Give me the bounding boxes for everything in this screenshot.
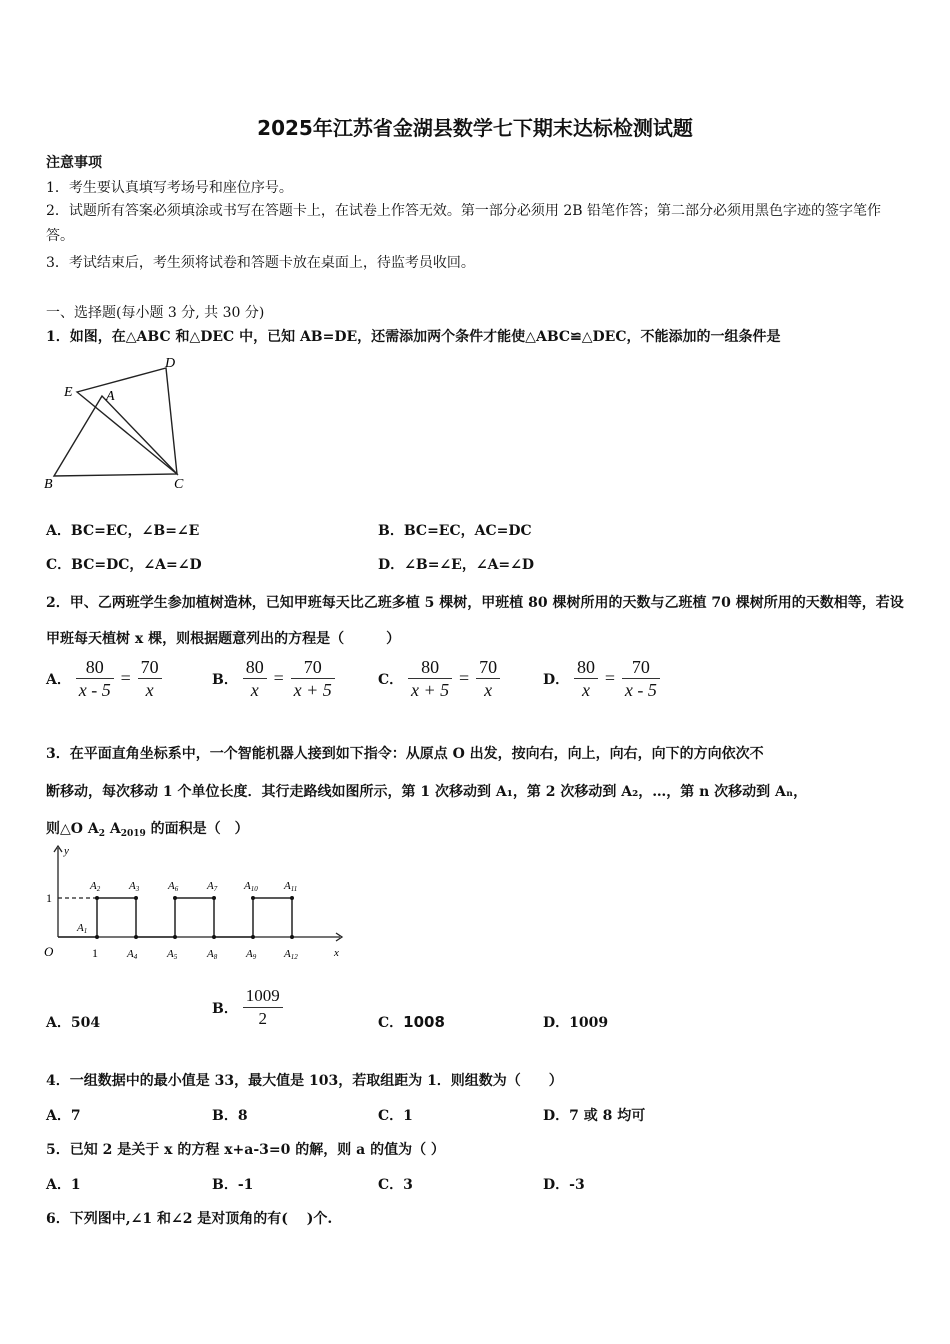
denominator: x (484, 680, 493, 700)
equals-sign: = (604, 668, 616, 688)
q5-stem: 5．已知 2 是关于 x 的方程 x+a-3=0 的解，则 a 的值为（ ） (46, 1142, 445, 1158)
page-title: 2025年江苏省金湖县数学七下期末达标检测试题 (257, 116, 693, 140)
subscript: 2019 (120, 829, 146, 839)
point-a1 (95, 935, 99, 939)
q5-option-a[interactable]: A．1 (46, 1177, 81, 1193)
q1-option-d[interactable]: D．∠B=∠E，∠A=∠D (378, 557, 535, 573)
q2-option-a[interactable] (46, 656, 162, 701)
label-a5: A5 (167, 948, 178, 961)
triangle-abc (54, 396, 177, 476)
subscript: 2 (98, 829, 105, 839)
label-a3: A3 (129, 880, 140, 893)
text: 则△O A (46, 821, 99, 837)
point-a9 (251, 935, 255, 939)
section-heading: 一、选择题(每小题 3 分, 共 30 分) (46, 305, 265, 321)
q5-option-b[interactable]: B．-1 (212, 1177, 254, 1193)
q3-option-c[interactable] (378, 1012, 445, 1032)
numerator: 80 (408, 656, 452, 679)
fraction-left (243, 656, 267, 701)
numerator: 80 (243, 656, 267, 679)
label-c: C (174, 477, 184, 492)
denominator: x (582, 680, 591, 700)
notice-item-1: 1．考生要认真填写考场号和座位序号。 (46, 180, 293, 196)
q2-option-b[interactable] (212, 656, 335, 701)
label-a12: A12 (284, 948, 298, 961)
label-a2: A2 (90, 880, 101, 893)
option-label: A． (46, 671, 71, 688)
q3-stem-line-2: 断移动，每次移动 1 个单位长度．其行走路线如图所示，第 1 次移动到 A₁，第 2 次移动到 A₂，…，第 n 次移动到 Aₙ， (46, 784, 808, 800)
q4-stem: 4．一组数据中的最小值是 33，最大值是 103，若取组距为 1．则组数为（ ） (46, 1073, 563, 1089)
point-a4 (134, 935, 138, 939)
option-label: B． (212, 671, 238, 688)
fraction (243, 985, 283, 1030)
q3-option-a[interactable]: A．504 (46, 1015, 101, 1031)
label-a7: A7 (207, 880, 218, 893)
q4-option-d[interactable]: D．7 或 8 均可 (543, 1108, 646, 1124)
q3-option-b[interactable] (212, 985, 283, 1030)
label-y: y (64, 845, 69, 857)
equals-sign: = (120, 668, 131, 688)
q3-stem-line-1: 3．在平面直角坐标系中，一个智能机器人接到如下指令：从原点 O 出发，按向右，向上，向右，向下的方向依次不 (46, 746, 764, 762)
q2-option-d[interactable] (543, 656, 660, 701)
numerator: 70 (476, 656, 500, 679)
q4-option-b[interactable]: B．8 (212, 1108, 248, 1124)
label-a4: A4 (127, 948, 138, 961)
label-e: E (64, 385, 73, 400)
label-b: B (44, 477, 53, 492)
q3-option-d[interactable]: D．1009 (543, 1015, 609, 1031)
label-x: x (334, 947, 339, 959)
fraction-left (76, 656, 114, 701)
denominator: x - 5 (624, 680, 657, 700)
q1-option-a[interactable]: A．BC=EC，∠B=∠E (46, 523, 200, 539)
label-origin: O (44, 944, 54, 959)
fraction-right (291, 656, 335, 701)
q1-option-c[interactable]: C．BC=DC，∠A=∠D (46, 557, 202, 573)
option-value: 1008 (403, 1013, 445, 1031)
label-a10: A10 (244, 880, 258, 893)
q5-option-c[interactable]: C．3 (378, 1177, 413, 1193)
tick-x-1: 1 (92, 946, 98, 960)
q2-option-c[interactable] (378, 656, 500, 701)
numerator: 80 (76, 656, 114, 679)
q5-option-d[interactable]: D．-3 (543, 1177, 585, 1193)
denominator: 2 (258, 1009, 267, 1028)
text: A (104, 821, 121, 837)
point-a7 (212, 896, 216, 900)
numerator: 80 (574, 656, 598, 679)
point-a12 (290, 935, 294, 939)
q3-stem-line-3 (46, 818, 249, 839)
fraction-left (574, 656, 598, 701)
numerator: 70 (622, 656, 660, 679)
fraction-right (622, 656, 660, 701)
point-a10 (251, 896, 255, 900)
point-a11 (290, 896, 294, 900)
label-a9: A9 (246, 948, 257, 961)
fraction-right (476, 656, 500, 701)
notice-item-2: 2．试题所有答案必须填涂或书写在答题卡上，在试卷上作答无效。第一部分必须用 2B 铅笔作答；第二部分必须用黑色字迹的签字笔作答。 (46, 203, 881, 244)
option-label: C． (378, 1015, 404, 1031)
point-a2 (95, 896, 99, 900)
fraction-right (138, 656, 162, 701)
label-a8: A8 (207, 948, 218, 961)
label-a11: A11 (284, 880, 298, 893)
label-a: A (106, 389, 115, 404)
numerator: 70 (138, 656, 162, 679)
robot-path (58, 898, 292, 937)
option-label: C． (378, 671, 404, 688)
label-a1: A1 (77, 922, 88, 935)
point-a8 (212, 935, 216, 939)
label-d: D (165, 356, 176, 371)
q6-stem: 6．下列图中,∠1 和∠2 是对顶角的有( )个. (46, 1211, 333, 1227)
q2-stem: 2．甲、乙两班学生参加植树造林，已知甲班每天比乙班多植 5 棵树，甲班植 80 棵树所用的天数与乙班植 70 棵树所用的天数相等，若设甲班每天植树 x 棵，则根据题意列出的方程是（ ） (46, 595, 904, 647)
point-a6 (173, 896, 177, 900)
tick-y-1: 1 (46, 891, 52, 905)
notice-heading: 注意事项 (46, 155, 102, 171)
option-label: B． (212, 1000, 238, 1017)
q4-option-c[interactable]: C．1 (378, 1108, 413, 1124)
denominator: x + 5 (293, 680, 332, 700)
denominator: x (250, 680, 259, 700)
q4-option-a[interactable]: A．7 (46, 1108, 81, 1124)
fraction-left (408, 656, 452, 701)
q1-option-b[interactable]: B．BC=EC，AC=DC (378, 523, 532, 539)
denominator: x - 5 (78, 680, 111, 700)
point-a3 (134, 896, 138, 900)
q3-coordinate-figure (40, 842, 350, 966)
q1-stem: 1．如图，在△ABC 和△DEC 中，已知 AB=DE，还需添加两个条件才能使△ABC≌△DEC，不能添加的一组条件是 (46, 329, 781, 345)
numerator: 70 (291, 656, 335, 679)
q1-triangle-figure (40, 352, 200, 494)
point-a5 (173, 935, 177, 939)
equals-sign: = (459, 668, 470, 688)
numerator: 1009 (243, 985, 283, 1008)
option-label: D． (543, 671, 570, 688)
denominator: x + 5 (411, 680, 450, 700)
notice-item-3: 3．考试结束后，考生须将试卷和答题卡放在桌面上，待监考员收回。 (46, 255, 475, 271)
equals-sign: = (273, 668, 284, 688)
label-a6: A6 (168, 880, 179, 893)
denominator: x (145, 680, 154, 700)
text: 的面积是（ ） (145, 821, 249, 837)
